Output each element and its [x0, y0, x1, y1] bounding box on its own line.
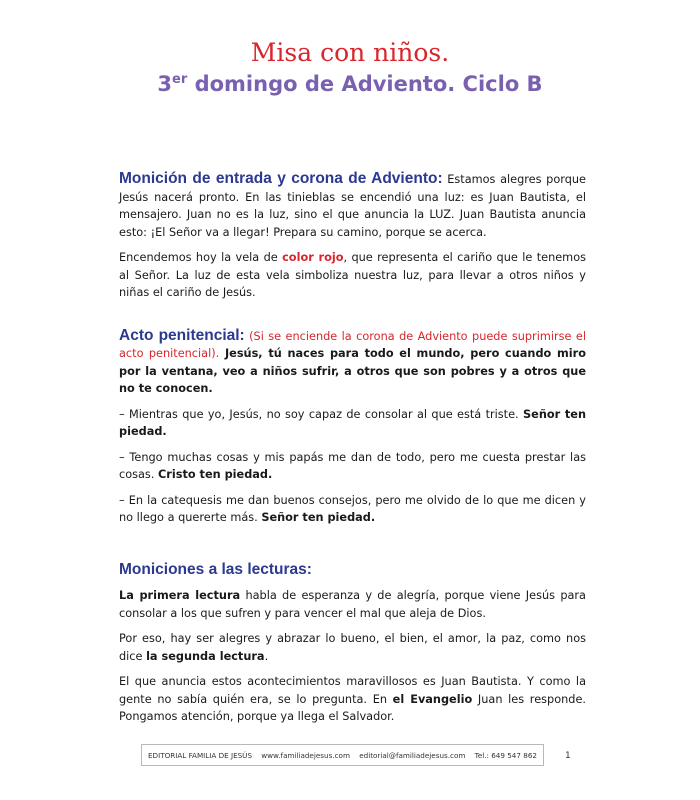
entrada-paragraph-1: [119, 170, 586, 241]
section-heading-lecturas: Moniciones a las lecturas:: [119, 560, 312, 578]
lecturas-heading-line: [119, 561, 586, 580]
footer-publisher: EDITORIAL FAMILIA DE JESÚS: [148, 750, 253, 760]
document-body: [119, 170, 586, 734]
subtitle-text: domingo de Adviento. Ciclo B: [187, 72, 543, 96]
footer-phone: Tel.: 649 547 862: [474, 750, 537, 760]
penitencial-item-text: – En la catequesis me dan buenos consejos, pero me olvido de lo que me dicen y no llego a quererte más.: [119, 493, 586, 524]
lecturas-paragraph-3: [119, 673, 586, 726]
penitencial-response: Cristo ten piedad.: [158, 468, 273, 481]
lecturas-text-2-end: .: [264, 649, 269, 663]
penitencial-item-text: – Tengo muchas cosas y mis papás me dan de todo, pero me cuesta prestar las cosas.: [119, 450, 586, 481]
highlight-color-rojo: color rojo: [282, 251, 344, 264]
penitencial-item: [119, 449, 586, 484]
section-heading-penitencial: Acto penitencial:: [119, 326, 245, 344]
page-footer: [141, 744, 544, 766]
document-subtitle: [0, 72, 700, 96]
penitencial-note: (Si se enciende la corona de Adviento puede suprimirse el acto penitencial).: [119, 329, 586, 360]
section-heading-entrada: Monición de entrada y corona de Adviento:: [119, 170, 443, 187]
penitencial-intro: [119, 327, 586, 398]
primera-lectura-label: La primera lectura: [119, 589, 241, 602]
entrada-text-2: Encendemos hoy la vela de: [119, 251, 283, 264]
footer-email[interactable]: editorial@familiadejesus.com: [359, 750, 466, 760]
lecturas-text-2: Por eso, hay ser alegres y abrazar lo bueno, el bien, el amor, la paz, como nos dice: [119, 632, 586, 663]
subtitle-ordinal-suffix: er: [172, 72, 188, 87]
penitencial-response: Señor ten piedad.: [119, 407, 586, 438]
page-number: 1: [565, 751, 571, 761]
lecturas-text-3-end: Juan les responde. Pongamos atención, porque ya llega el Salvador.: [119, 692, 586, 723]
lecturas-paragraph-1: [119, 587, 586, 622]
entrada-text: Estamos alegres porque Jesús nacerá pronto. En las tinieblas se encendió una luz: es Juan Bautista, el mensajero. Juan no es la luz, sino el que anuncia la LUZ. Juan Bautista anuncia esto: ¡El Señor va a llegar! Prepara su camino, porque se acerca.: [119, 173, 586, 239]
evangelio-label: el Evangelio: [392, 692, 473, 706]
lecturas-text-1: habla de esperanza y de alegría, porque viene Jesús para consolar a los que sufren y para vencer el mal que aleja de Dios.: [119, 589, 586, 620]
entrada-paragraph-2: [119, 249, 586, 302]
document-title: Misa con niños.: [250, 38, 450, 67]
penitencial-response: Señor ten piedad.: [261, 511, 376, 524]
penitencial-item-text: – Mientras que yo, Jesús, no soy capaz de consolar al que está triste.: [119, 407, 524, 421]
subtitle-ordinal: 3: [157, 72, 173, 96]
lecturas-text-3: El que anuncia estos acontecimientos maravillosos es Juan Bautista. Y como la gente no sabía quién era, se lo pregunta. En: [119, 675, 586, 706]
penitencial-item: [119, 492, 586, 527]
lecturas-paragraph-2: [119, 630, 586, 665]
entrada-text-3: , que representa el cariño que le tenemos al Señor. La luz de esta vela simboliza nuestra luz, para llevar a otros niños y niñas el cariño de Jesús.: [119, 251, 586, 299]
penitencial-intro-text: Jesús, tú naces para todo el mundo, pero cuando miro por la ventana, veo a niños sufrir, a otros que son pobres y a otros que no te conocen.: [119, 347, 587, 395]
footer-website[interactable]: www.familiadejesus.com: [261, 750, 350, 760]
segunda-lectura-label: la segunda lectura: [146, 649, 265, 663]
penitencial-item: [119, 406, 586, 441]
